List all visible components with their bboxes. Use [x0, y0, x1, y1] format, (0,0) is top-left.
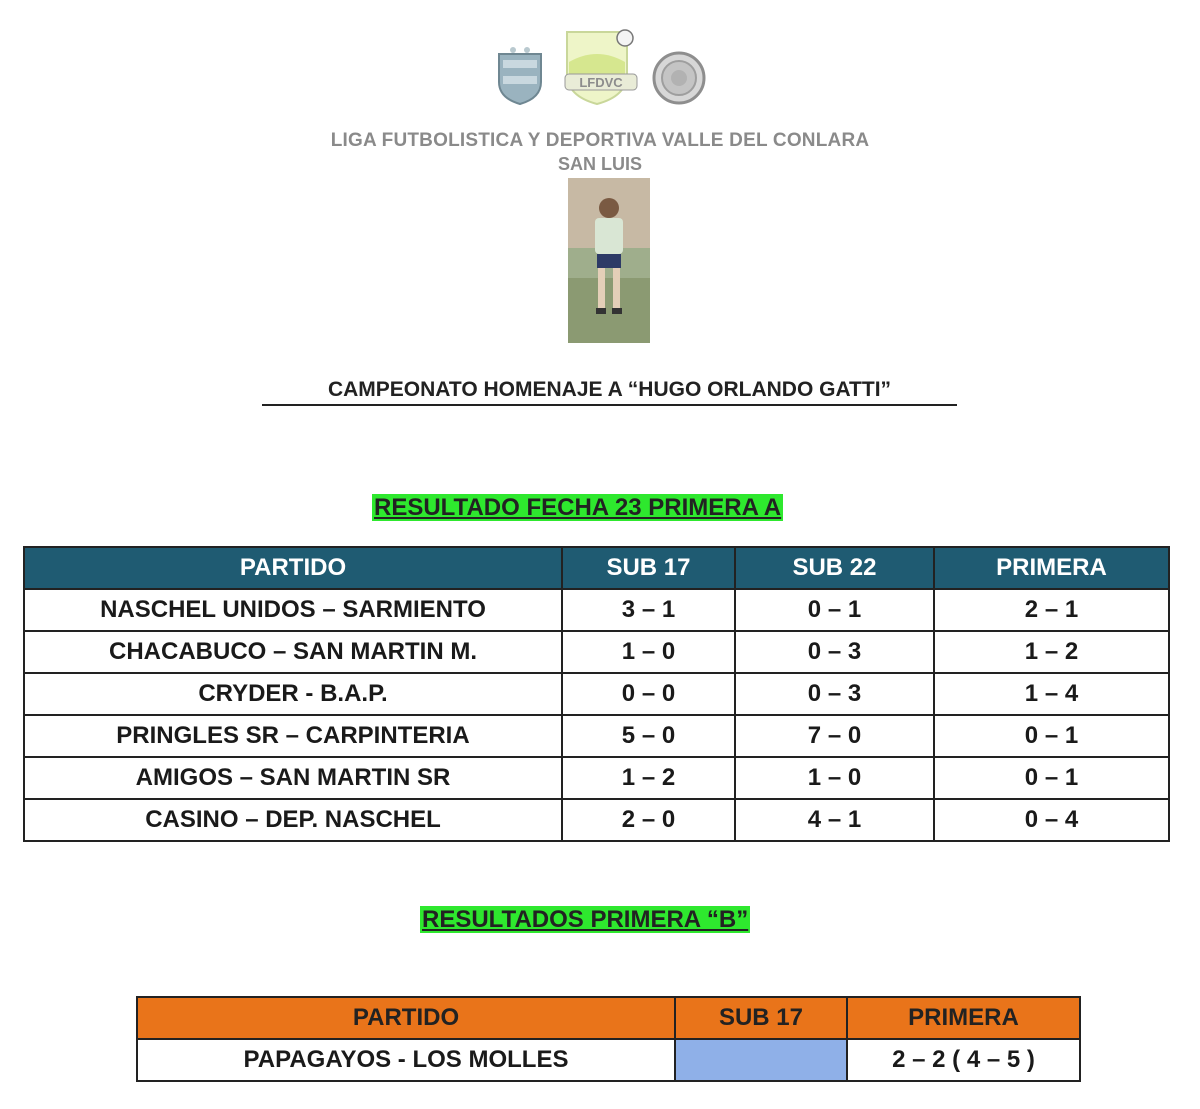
- table-header-row: [137, 997, 1080, 1039]
- score-primera: 0 – 1: [934, 715, 1169, 757]
- table-row: [24, 799, 1169, 841]
- column-header-partido: PARTIDO: [137, 997, 675, 1039]
- primera-a-title: RESULTADO FECHA 23 PRIMERA A: [374, 494, 782, 521]
- league-name: LIGA FUTBOLISTICA Y DEPORTIVA VALLE DEL CONLARA: [330, 130, 870, 151]
- score-sub17: 0 – 0: [562, 673, 735, 715]
- player-photo: [568, 178, 650, 343]
- score-primera: 2 – 1: [934, 589, 1169, 631]
- table-row: [24, 631, 1169, 673]
- score-sub17: 3 – 1: [562, 589, 735, 631]
- column-header-sub17: SUB 17: [562, 547, 735, 589]
- federation-seal-logo: [651, 50, 707, 106]
- match-cell: CHACABUCO – SAN MARTIN M.: [24, 631, 562, 673]
- score-sub22: 4 – 1: [735, 799, 934, 841]
- score-primera: 1 – 4: [934, 673, 1169, 715]
- table-row: [24, 589, 1169, 631]
- score-primera: 1 – 2: [934, 631, 1169, 673]
- score-sub17: 2 – 0: [562, 799, 735, 841]
- match-cell: PRINGLES SR – CARPINTERIA: [24, 715, 562, 757]
- primera-a-results-table: [23, 546, 1170, 842]
- score-primera: 0 – 1: [934, 757, 1169, 799]
- table-row: [137, 1039, 1080, 1081]
- table-row: [24, 757, 1169, 799]
- afa-crest-logo: [493, 46, 547, 106]
- match-cell: CASINO – DEP. NASCHEL: [24, 799, 562, 841]
- match-cell: NASCHEL UNIDOS – SARMIENTO: [24, 589, 562, 631]
- column-header-primera: PRIMERA: [847, 997, 1080, 1039]
- table-header-row: [24, 547, 1169, 589]
- match-cell: AMIGOS – SAN MARTIN SR: [24, 757, 562, 799]
- primera-b-results-table: [136, 996, 1081, 1082]
- score-sub22: 0 – 3: [735, 631, 934, 673]
- score-sub22: 1 – 0: [735, 757, 934, 799]
- score-primera: 2 – 2 ( 4 – 5 ): [847, 1039, 1080, 1081]
- match-cell: PAPAGAYOS - LOS MOLLES: [137, 1039, 675, 1081]
- svg-text:LFDVC: LFDVC: [579, 75, 623, 90]
- table-row: [24, 715, 1169, 757]
- score-sub17: 5 – 0: [562, 715, 735, 757]
- column-header-primera: PRIMERA: [934, 547, 1169, 589]
- championship-title: CAMPEONATO HOMENAJE A “HUGO ORLANDO GATTI”: [262, 378, 957, 406]
- score-sub17: 1 – 2: [562, 757, 735, 799]
- column-header-partido: PARTIDO: [24, 547, 562, 589]
- score-sub17: 1 – 0: [562, 631, 735, 673]
- primera-b-title: RESULTADOS PRIMERA “B”: [422, 906, 749, 933]
- league-location: SAN LUIS: [557, 154, 642, 174]
- score-sub22: 0 – 3: [735, 673, 934, 715]
- match-cell: CRYDER - B.A.P.: [24, 673, 562, 715]
- column-header-sub22: SUB 22: [735, 547, 934, 589]
- table-row: [24, 673, 1169, 715]
- column-header-sub17: SUB 17: [675, 997, 847, 1039]
- score-sub22: 7 – 0: [735, 715, 934, 757]
- logo-row: [0, 26, 1200, 106]
- score-sub17-empty: [675, 1039, 847, 1081]
- score-sub22: 0 – 1: [735, 589, 934, 631]
- league-logo: [559, 26, 639, 106]
- score-primera: 0 – 4: [934, 799, 1169, 841]
